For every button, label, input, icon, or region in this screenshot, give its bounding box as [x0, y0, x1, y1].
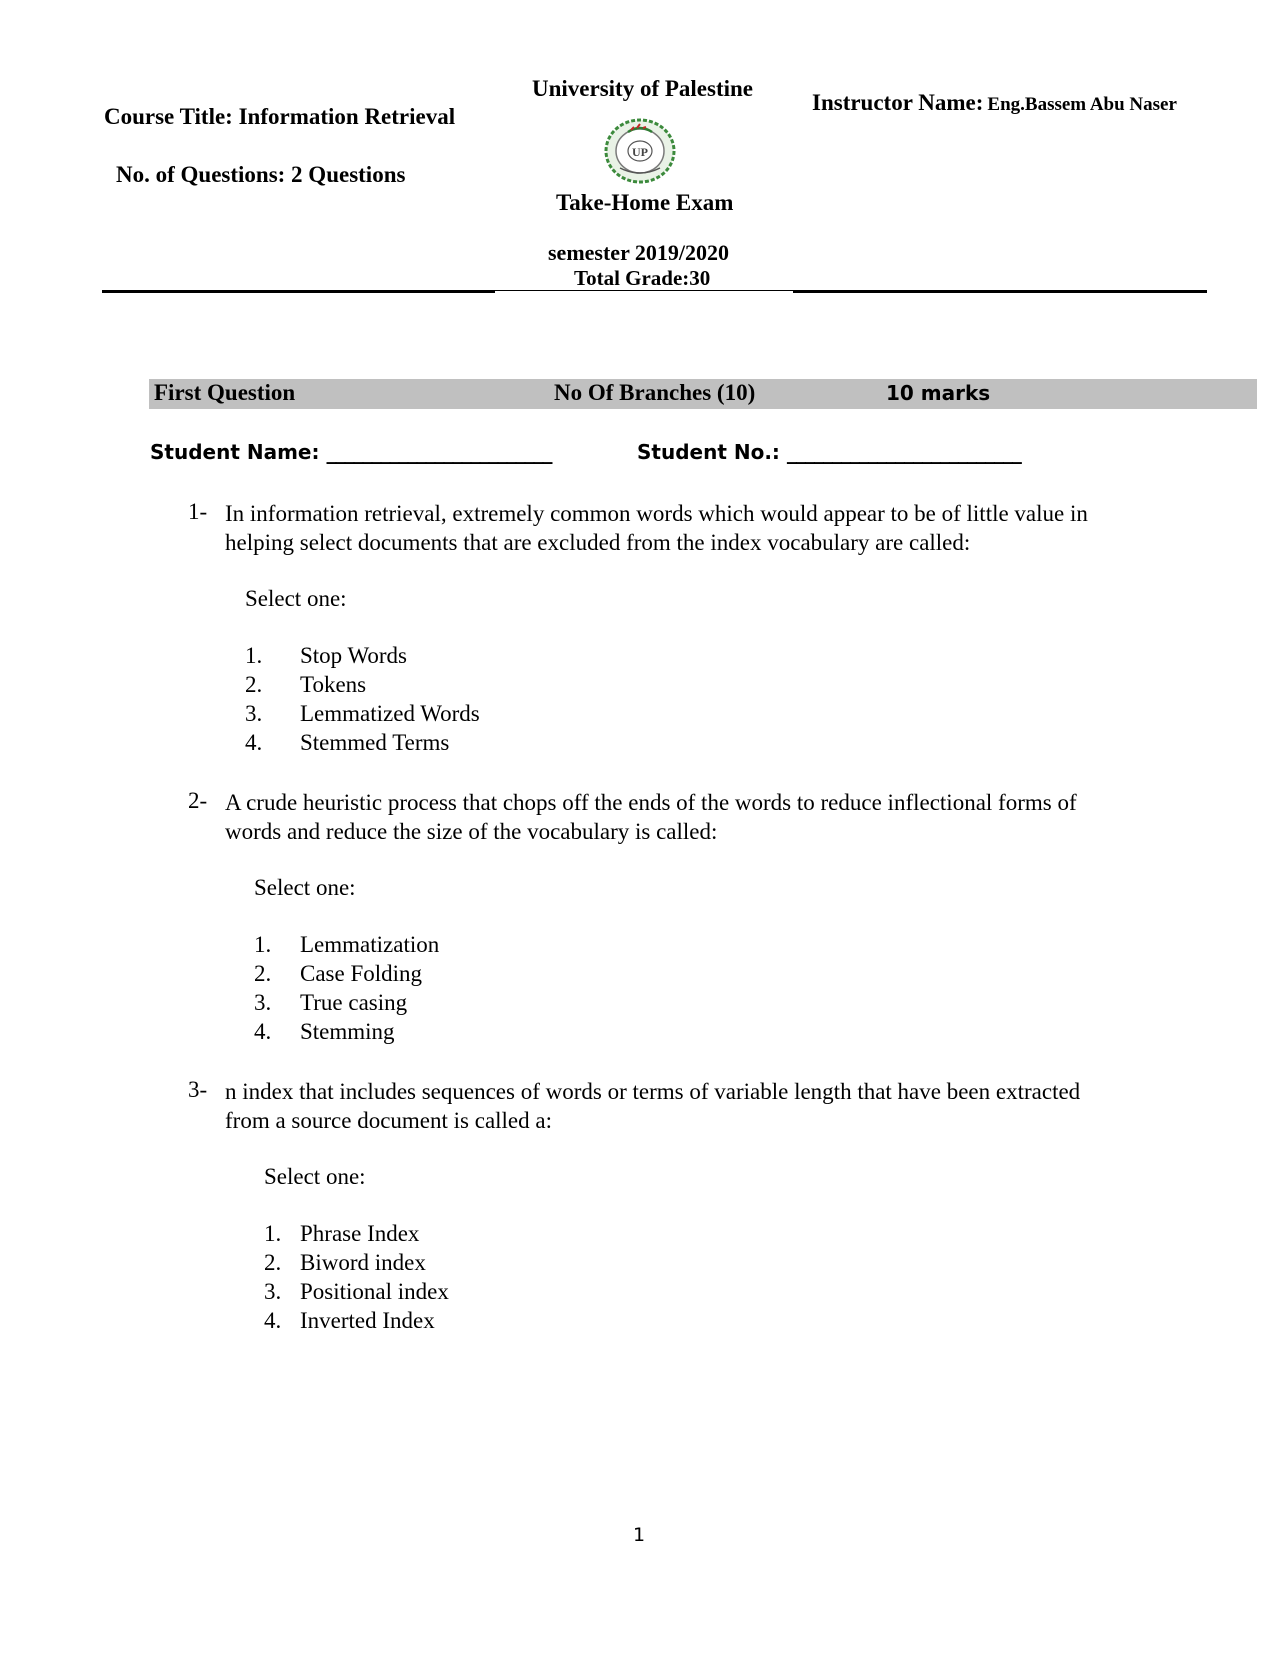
question-number: 2- [188, 788, 208, 813]
option-lemmatized-words[interactable]: Lemmatized Words [300, 701, 480, 726]
header-divider-center [494, 290, 794, 291]
exam-type: Take-Home Exam [556, 190, 734, 215]
option-number: 4. [264, 1308, 282, 1333]
student-number-label: Student No.: [637, 440, 780, 464]
select-one-label: Select one: [245, 586, 347, 611]
option-number: 4. [245, 730, 263, 755]
number-of-questions: No. of Questions: 2 Questions [116, 162, 406, 187]
option-number: 2. [254, 961, 272, 986]
option-number: 1. [264, 1221, 282, 1246]
question-text: A crude heuristic process that chops off the ends of the words to reduce inflectional forms of words and reduce the size of the vocabulary is called: [225, 790, 1077, 844]
option-phrase-index[interactable]: Phrase Index [300, 1221, 420, 1246]
option-number: 3. [264, 1279, 282, 1304]
option-number: 3. [245, 701, 263, 726]
option-inverted-index[interactable]: Inverted Index [300, 1308, 435, 1333]
student-name-label: Student Name: [150, 440, 320, 464]
university-name: University of Palestine [532, 76, 754, 101]
option-positional-index[interactable]: Positional index [300, 1279, 449, 1304]
option-number: 2. [245, 672, 263, 697]
section-branches: No Of Branches (10) [554, 380, 756, 405]
student-number-blank[interactable]: __________________________ [786, 440, 1021, 464]
question-number: 3- [188, 1077, 208, 1102]
instructor-block [812, 90, 1177, 116]
semester: semester 2019/2020 [548, 240, 730, 265]
question-number: 1- [188, 499, 208, 524]
question-text: In information retrieval, extremely common words which would appear to be of little value in helping select documents that are excluded from the index vocabulary are called: [225, 501, 1088, 555]
select-one-label: Select one: [254, 875, 356, 900]
university-seal-icon [600, 116, 680, 186]
select-one-label: Select one: [264, 1164, 366, 1189]
instructor-label: Instructor Name: [812, 90, 984, 115]
course-title: Course Title: Information Retrieval [104, 104, 456, 129]
option-lemmatization[interactable]: Lemmatization [300, 932, 440, 957]
seal-text: UP [632, 145, 648, 159]
option-number: 3. [254, 990, 272, 1015]
header-divider-left [102, 290, 495, 293]
option-number: 1. [254, 932, 272, 957]
option-stemming[interactable]: Stemming [300, 1019, 395, 1044]
option-true-casing[interactable]: True casing [300, 990, 408, 1015]
question-text: n index that includes sequences of words or terms of variable length that have been extracted from a source document is called a: [225, 1079, 1081, 1133]
student-name-blank[interactable]: _________________________ [326, 440, 552, 464]
option-stop-words[interactable]: Stop Words [300, 643, 407, 668]
option-number: 4. [254, 1019, 272, 1044]
section-title: First Question [154, 380, 296, 405]
total-grade: Total Grade:30 [574, 266, 711, 290]
section-marks: 10 marks [886, 381, 991, 405]
page-number: 1 [633, 1524, 646, 1546]
instructor-name: Eng.Bassem Abu Naser [987, 94, 1177, 115]
option-stemmed-terms[interactable]: Stemmed Terms [300, 730, 450, 755]
option-number: 2. [264, 1250, 282, 1275]
option-number: 1. [245, 643, 263, 668]
header-divider-right [793, 290, 1207, 293]
option-tokens[interactable]: Tokens [300, 672, 367, 697]
student-number-field[interactable] [637, 440, 1021, 464]
option-case-folding[interactable]: Case Folding [300, 961, 423, 986]
student-name-field[interactable] [150, 440, 551, 464]
option-biword-index[interactable]: Biword index [300, 1250, 426, 1275]
